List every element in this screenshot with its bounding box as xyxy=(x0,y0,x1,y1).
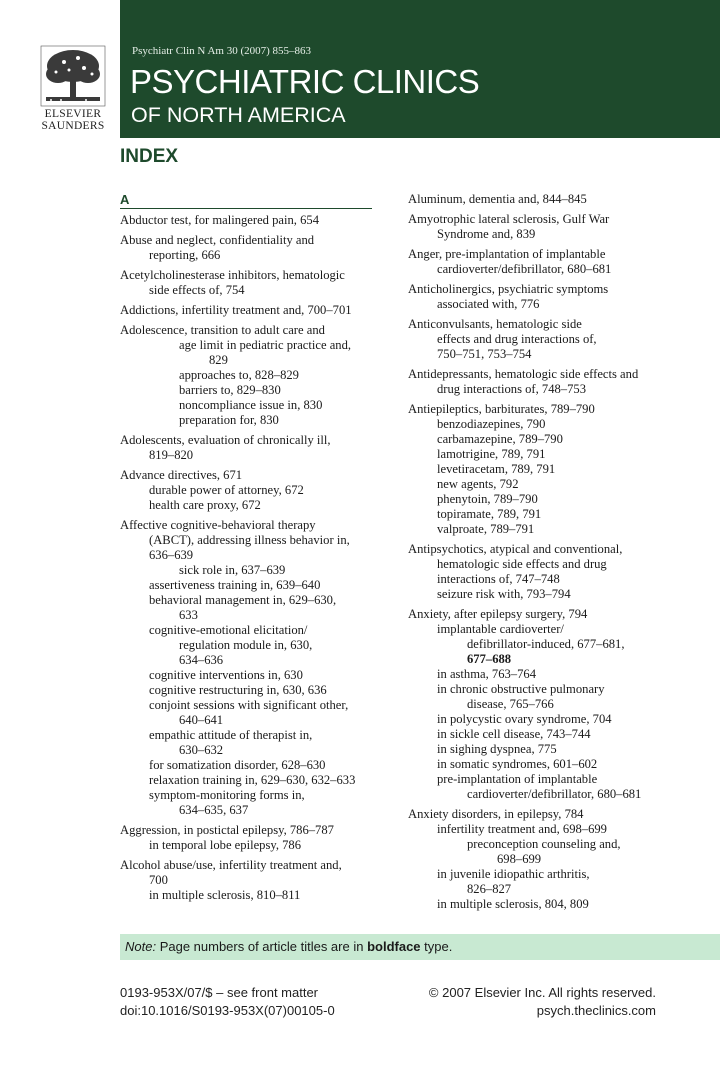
index-entry xyxy=(408,317,670,362)
note-bold-word: boldface xyxy=(367,939,421,954)
index-subterm: side effects of, 754 xyxy=(149,283,245,297)
index-term: Anxiety disorders, in epilepsy, 784 xyxy=(408,807,584,821)
index-column-left xyxy=(120,192,372,908)
index-term: Anticholinergics, psychiatric symptoms xyxy=(408,282,609,296)
journal-header xyxy=(120,0,720,138)
index-subterm: in polycystic ovary syndrome, 704 xyxy=(437,712,612,726)
index-subterm: 630–632 xyxy=(179,743,224,757)
index-subterm: conjoint sessions with significant other, xyxy=(149,698,349,712)
index-term: Amyotrophic lateral sclerosis, Gulf War xyxy=(408,212,610,226)
index-subterm: reporting, 666 xyxy=(149,248,221,262)
index-term: Antipsychotics, atypical and conventional, xyxy=(408,542,623,556)
index-subterm: implantable cardioverter/ xyxy=(437,622,564,636)
index-subterm: 634–636 xyxy=(179,653,224,667)
index-subterm: in asthma, 763–764 xyxy=(437,667,536,681)
index-subterm: in sickle cell disease, 743–744 xyxy=(437,727,591,741)
index-entry xyxy=(120,518,372,818)
index-subterm: for somatization disorder, 628–630 xyxy=(149,758,326,772)
index-subterm: in somatic syndromes, 601–602 xyxy=(437,757,598,771)
index-subterm: cognitive restructuring in, 630, 636 xyxy=(149,683,327,697)
index-subterm: new agents, 792 xyxy=(437,477,519,491)
footer-left xyxy=(120,984,335,1020)
index-subterm: 633 xyxy=(179,608,198,622)
index-subterm: age limit in pediatric practice and, xyxy=(179,338,352,352)
index-term: Antidepressants, hematologic side effects and xyxy=(408,367,639,381)
issn-line: 0193-953X/07/$ – see front matter xyxy=(120,985,319,1000)
index-subterm: in temporal lobe epilepsy, 786 xyxy=(149,838,302,852)
index-subterm: preconception counseling and, xyxy=(467,837,621,851)
index-entry xyxy=(120,213,372,228)
index-term: Acetylcholinesterase inhibitors, hematologic xyxy=(120,268,345,282)
index-term: Adolescents, evaluation of chronically ill, xyxy=(120,433,331,447)
index-subterm: in chronic obstructive pulmonary xyxy=(437,682,605,696)
index-entry xyxy=(120,268,372,298)
index-term: Adolescence, transition to adult care and xyxy=(120,323,325,337)
index-subterm: infertility treatment and, 698–699 xyxy=(437,822,607,836)
copyright-line: © 2007 Elsevier Inc. All rights reserved. xyxy=(428,985,656,1000)
note-text-before: Page numbers of article titles are in xyxy=(156,939,368,954)
index-subterm: behavioral management in, 629–630, xyxy=(149,593,337,607)
index-subterm: phenytoin, 789–790 xyxy=(437,492,538,506)
index-entry xyxy=(408,212,670,242)
index-subterm: 636–639 xyxy=(149,548,194,562)
index-subterm: sick role in, 637–639 xyxy=(179,563,286,577)
index-subterm: noncompliance issue in, 830 xyxy=(179,398,323,412)
journal-title: PSYCHIATRIC CLINICS xyxy=(130,63,480,100)
index-subterm: associated with, 776 xyxy=(437,297,540,311)
index-subterm: in sighing dyspnea, 775 xyxy=(437,742,557,756)
index-entry xyxy=(120,303,372,318)
index-subterm: cardioverter/defibrillator, 680–681 xyxy=(467,787,642,801)
index-term: Abuse and neglect, confidentiality and xyxy=(120,233,315,247)
index-subterm: carbamazepine, 789–790 xyxy=(437,432,563,446)
index-subterm: health care proxy, 672 xyxy=(149,498,261,512)
index-column-right xyxy=(408,192,670,917)
index-term: Advance directives, 671 xyxy=(120,468,243,482)
index-term: Aluminum, dementia and, 844–845 xyxy=(408,192,587,206)
index-subterm: 677–688 xyxy=(467,652,512,666)
index-subterm: valproate, 789–791 xyxy=(437,522,535,536)
doi-line: doi:10.1016/S0193-953X(07)00105-0 xyxy=(120,1003,335,1018)
index-subterm: 750–751, 753–754 xyxy=(437,347,532,361)
index-subterm: empathic attitude of therapist in, xyxy=(149,728,313,742)
index-subterm: assertiveness training in, 639–640 xyxy=(149,578,321,592)
tree-emblem-icon xyxy=(36,44,110,108)
index-term: Alcohol abuse/use, infertility treatment and, xyxy=(120,858,342,872)
index-entry xyxy=(120,233,372,263)
index-subterm: 640–641 xyxy=(179,713,224,727)
index-subterm: durable power of attorney, 672 xyxy=(149,483,304,497)
index-entry xyxy=(120,823,372,853)
index-entry xyxy=(120,468,372,513)
index-term: Anticonvulsants, hematologic side xyxy=(408,317,582,331)
index-entry xyxy=(408,247,670,277)
index-subterm: benzodiazepines, 790 xyxy=(437,417,546,431)
index-entry xyxy=(408,402,670,537)
index-subterm: 826–827 xyxy=(467,882,512,896)
index-subterm: 700 xyxy=(149,873,168,887)
index-entry xyxy=(120,858,372,903)
note-text-after: type. xyxy=(420,939,453,954)
index-subterm: Syndrome and, 839 xyxy=(437,227,536,241)
index-subterm: lamotrigine, 789, 791 xyxy=(437,447,546,461)
footer-right xyxy=(429,984,656,1020)
index-subterm: disease, 765–766 xyxy=(467,697,554,711)
index-entry xyxy=(408,542,670,602)
index-term: Addictions, infertility treatment and, 700–701 xyxy=(120,303,352,317)
index-entry xyxy=(408,192,670,207)
index-subterm: seizure risk with, 793–794 xyxy=(437,587,571,601)
index-subterm: hematologic side effects and drug xyxy=(437,557,607,571)
section-letter-heading: A xyxy=(120,192,372,209)
index-subterm: 698–699 xyxy=(497,852,542,866)
journal-citation: Psychiatr Clin N Am 30 (2007) 855–863 xyxy=(132,45,312,57)
index-entry xyxy=(408,367,670,397)
index-subterm: in juvenile idiopathic arthritis, xyxy=(437,867,590,881)
index-subterm: approaches to, 828–829 xyxy=(179,368,299,382)
index-subterm: relaxation training in, 629–630, 632–633 xyxy=(149,773,356,787)
index-term: Affective cognitive-behavioral therapy xyxy=(120,518,316,532)
index-subterm: barriers to, 829–830 xyxy=(179,383,281,397)
index-entry xyxy=(120,323,372,428)
index-entry xyxy=(408,282,670,312)
publisher-name: ELSEVIER xyxy=(44,108,102,120)
index-subterm: 829 xyxy=(209,353,228,367)
index-subterm: cognitive interventions in, 630 xyxy=(149,668,303,682)
elsevier-logo xyxy=(36,44,110,136)
index-subterm: pre-implantation of implantable xyxy=(437,772,598,786)
index-subterm: in multiple sclerosis, 810–811 xyxy=(149,888,301,902)
page-title: INDEX xyxy=(120,146,179,167)
index-subterm: 634–635, 637 xyxy=(179,803,249,817)
index-subterm: interactions of, 747–748 xyxy=(437,572,560,586)
index-term: Anger, pre-implantation of implantable xyxy=(408,247,606,261)
index-subterm: cardioverter/defibrillator, 680–681 xyxy=(437,262,612,276)
index-subterm: topiramate, 789, 791 xyxy=(437,507,542,521)
index-entry xyxy=(408,807,670,912)
index-term: Abductor test, for malingered pain, 654 xyxy=(120,213,319,227)
index-entry xyxy=(408,607,670,802)
index-subterm: cognitive-emotional elicitation/ xyxy=(149,623,308,637)
index-subterm: effects and drug interactions of, xyxy=(437,332,597,346)
index-term: Anxiety, after epilepsy surgery, 794 xyxy=(408,607,588,621)
website-link[interactable]: psych.theclinics.com xyxy=(536,1003,656,1018)
note-label: Note: xyxy=(125,939,157,954)
index-subterm: defibrillator-induced, 677–681, xyxy=(467,637,625,651)
index-subterm: 819–820 xyxy=(149,448,194,462)
index-subterm: regulation module in, 630, xyxy=(179,638,313,652)
index-subterm: symptom-monitoring forms in, xyxy=(149,788,305,802)
publisher-imprint: SAUNDERS xyxy=(41,120,105,132)
index-subterm: preparation for, 830 xyxy=(179,413,279,427)
footnote-bar xyxy=(120,934,720,960)
index-term: Aggression, in postictal epilepsy, 786–787 xyxy=(120,823,334,837)
index-subterm: in multiple sclerosis, 804, 809 xyxy=(437,897,589,911)
index-entry xyxy=(120,433,372,463)
journal-subtitle: OF NORTH AMERICA xyxy=(131,103,346,127)
index-subterm: levetiracetam, 789, 791 xyxy=(437,462,556,476)
index-subterm: drug interactions of, 748–753 xyxy=(437,382,586,396)
index-subterm: (ABCT), addressing illness behavior in, xyxy=(149,533,350,547)
index-term: Antiepileptics, barbiturates, 789–790 xyxy=(408,402,595,416)
